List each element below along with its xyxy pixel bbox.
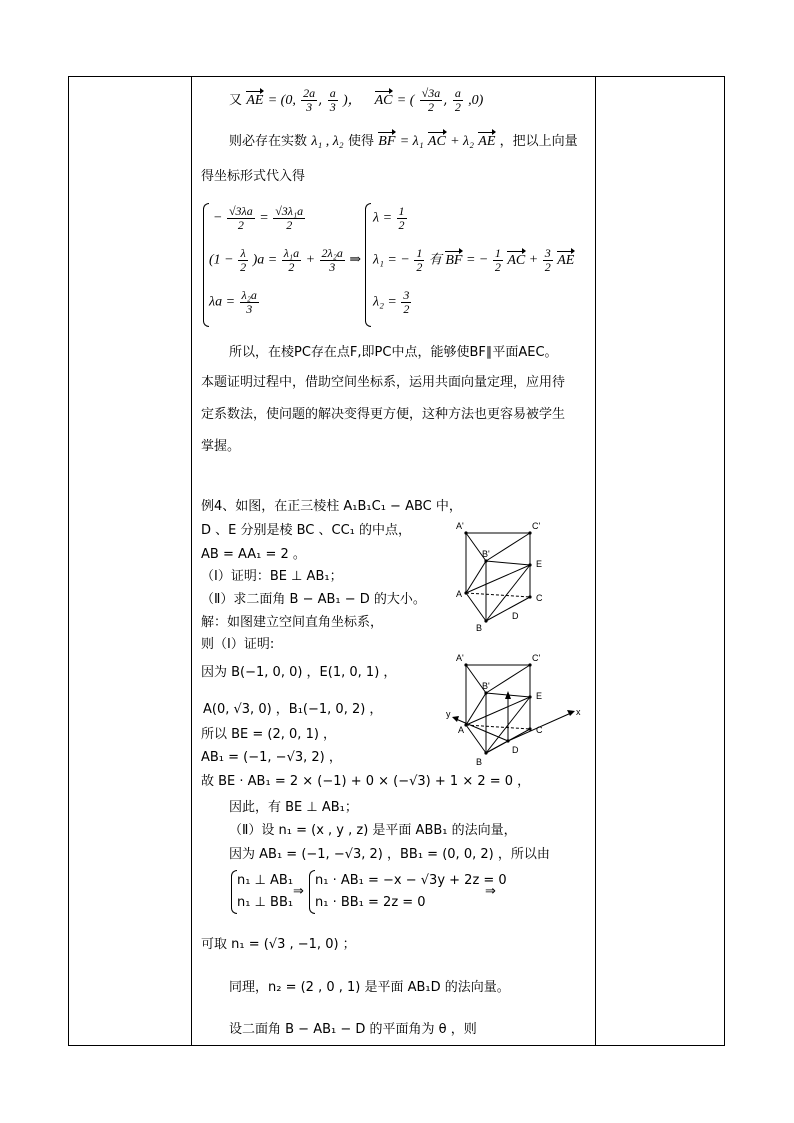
example4-line-6: 解：如图建立空间直角坐标系，: [201, 615, 384, 630]
example4-line-12: 故 BE · AB₁ = 2 × (−1) + 0 × (−√3) + 1 × 2 = 0 ，: [201, 774, 531, 789]
frac-num: a: [454, 86, 461, 100]
frac-num: 1: [416, 246, 423, 260]
frac-den: 2: [240, 260, 247, 274]
frac-den: 3: [329, 100, 336, 114]
vector-ae-close: )，: [343, 93, 362, 108]
system2-row3: [373, 289, 412, 316]
frac-num: 1: [398, 204, 405, 218]
math: λa =: [209, 294, 236, 310]
vector-bf: BF: [378, 134, 396, 149]
math: λ =: [373, 210, 393, 226]
text-prefix: 又: [229, 93, 243, 108]
vector-ae: AE: [557, 252, 575, 268]
example4-line-14: （Ⅱ）设 n₁ = (x , y , z) 是平面 ABB₁ 的法向量，: [229, 823, 517, 838]
frac-den: 2: [398, 218, 405, 232]
example4-line-1: 例4、如图，在正三棱柱 A₁B₁C₁ − ABC 中，: [201, 499, 462, 514]
vector-ac-close: ,0): [468, 93, 484, 108]
implies-symbol: ⇒: [485, 884, 496, 899]
example4-line-17: 同理，n₂ = (2 , 0 , 1) 是平面 AB₁D 的法向量。: [229, 980, 510, 995]
fig1-label-c1: C': [532, 521, 541, 531]
fig1-label-b1: B': [482, 549, 490, 559]
frac-den: 2: [494, 260, 501, 274]
fig1-label-e: E: [536, 559, 543, 569]
frac-num: 2λ₂a: [321, 246, 343, 260]
frac-num: 1: [494, 246, 501, 260]
implies-symbol: ⇒: [293, 884, 304, 899]
frac-den: 2: [454, 100, 461, 114]
text: ，把以上向量: [499, 134, 578, 149]
frac-den: 2: [544, 260, 551, 274]
fig2-label-a1: A': [456, 653, 464, 663]
example4-line-3: AB = AA₁ = 2 。: [201, 547, 306, 562]
frac-num: 3: [403, 288, 410, 302]
math: λ₁ , λ₂: [311, 134, 344, 149]
math: +: [305, 252, 316, 268]
left-brace-system-2: [365, 203, 371, 327]
fig2-label-a: A: [458, 725, 465, 735]
frac-den: 3: [306, 100, 313, 114]
normal-system-a2: n₁ ⊥ BB₁: [237, 895, 294, 910]
fig2-label-c1: C': [532, 653, 541, 663]
fig1-label-b: B: [476, 623, 483, 633]
frac-den: 2: [237, 218, 244, 232]
example4-line-2: D 、E 分别是棱 BC 、CC₁ 的中点，: [201, 523, 412, 538]
vector-bf: BF: [445, 252, 463, 268]
math: λ₁ = −: [373, 252, 410, 268]
lambda-line: [229, 133, 578, 150]
frac-den: 2: [427, 100, 434, 114]
example4-line-4: （Ⅰ）证明：BE ⊥ AB₁；: [201, 569, 343, 584]
example4-line-15: 因为 AB₁ = (−1, −√3, 2) ，BB₁ = (0, 0, 2) ，所以由: [229, 847, 550, 862]
system2-row1: [373, 205, 408, 232]
math: = λ₁: [399, 134, 424, 149]
conclusion-line-4: 掌握。: [201, 439, 241, 454]
frac-den: 2: [416, 260, 423, 274]
frac-num: λ₁a: [283, 246, 300, 260]
vector-ac-value: = (: [396, 93, 415, 108]
math: −: [213, 210, 223, 226]
math: =: [259, 210, 269, 226]
conclusion-line-3: 定系数法，使问题的解决变得更方便，这种方法也更容易被学生: [201, 407, 566, 422]
normal-system-a1: n₁ ⊥ AB₁: [237, 873, 294, 888]
frac-den: 3: [329, 260, 336, 274]
normal-system-b1: n₁ · AB₁ = −x − √3y + 2z = 0: [315, 873, 507, 888]
fig1-label-d: D: [512, 611, 519, 621]
vector-ae: AE: [478, 134, 496, 149]
math: (1 −: [209, 252, 234, 268]
fig2-label-b1: B': [482, 681, 490, 691]
frac-num: λ: [238, 247, 248, 261]
frac-num: a: [329, 86, 336, 100]
normal-system-b2: n₁ · BB₁ = 2z = 0: [315, 895, 426, 910]
fig1-label-a1: A': [456, 521, 464, 531]
vector-ac: AC: [427, 134, 446, 149]
math: = −: [465, 252, 489, 268]
frac-num: √3λ₁a: [275, 204, 304, 218]
example4-line-8: 因为 B(−1, 0, 0) ，E(1, 0, 1) ，: [201, 665, 397, 680]
frac-den: 2: [286, 218, 293, 232]
math: + λ₂: [450, 134, 474, 149]
fig2-label-x: x: [576, 707, 581, 717]
column-divider-left: [191, 77, 192, 1045]
system1-row2: [209, 247, 361, 274]
example4-line-7: 则（Ⅰ）证明:: [201, 637, 275, 652]
vector-ae-value: = (0,: [267, 93, 296, 108]
example4-line-9: A(0, √3, 0) ，B₁(−1, 0, 2) ，: [203, 702, 383, 717]
math: )a =: [252, 252, 278, 268]
vector-ac: AC: [374, 93, 393, 108]
frac-den: 2: [403, 302, 410, 316]
frac-num: √3a: [421, 86, 441, 100]
system1-row1: [213, 205, 306, 232]
fig2-label-c: C: [536, 725, 543, 735]
vector-ac: AC: [507, 252, 526, 268]
fig1-label-a: A: [456, 589, 463, 599]
vector-ae: AE: [246, 93, 264, 108]
substitution-line: 得坐标形式代入得: [201, 169, 306, 184]
intro-vectors-line: 又 AE = (0, $\frac{2a}{3}$ , $\frac{a}{3}$ )， AC = ( $\frac{√3a}{2}$ , $\frac{a}{2}$ ,0): [229, 86, 484, 114]
frac-num: 3: [544, 246, 551, 260]
fig2-label-y: y: [446, 709, 451, 719]
conclusion-line-2: 本题证明过程中，借助空间坐标系，运用共面向量定理，应用待: [201, 375, 566, 390]
text: 使得: [347, 134, 374, 149]
example4-line-10: 所以 BE = (2, 0, 1) ，: [201, 727, 337, 742]
frac-num: 2a: [303, 86, 316, 100]
example4-line-5: （Ⅱ）求二面角 B − AB₁ − D 的大小。: [201, 592, 426, 607]
example4-line-11: AB₁ = (−1, −√3, 2) ，: [201, 750, 342, 765]
frac-num: λ₂a: [241, 288, 257, 302]
text: 则必存在实数: [229, 134, 308, 149]
conclusion-line-1: 所以，在棱PC存在点F,即PC中点，能够使BF∥平面AEC。: [229, 345, 558, 360]
frac-den: 3: [246, 302, 253, 316]
fig1-label-c: C: [536, 593, 543, 603]
math: λ₂ =: [373, 294, 397, 310]
implies-symbol: ⇒: [349, 252, 362, 268]
frac-num: √3λa: [228, 204, 253, 218]
fig2-label-e: E: [536, 691, 543, 701]
example4-line-16: 可取 n₁ = (√3 , −1, 0) ；: [201, 937, 356, 952]
frac-den: 2: [288, 260, 295, 274]
example4-line-13: 因此，有 BE ⊥ AB₁；: [229, 800, 358, 815]
fig2-label-d: D: [512, 745, 519, 755]
prism-figure: [446, 517, 606, 777]
math: +: [528, 252, 539, 268]
system2-row2: [373, 247, 574, 274]
example4-line-18: 设二面角 B − AB₁ − D 的平面角为 θ ，则: [229, 1022, 477, 1037]
content-table: [68, 76, 725, 1046]
fig2-label-b: B: [476, 757, 483, 767]
main-content-cell: [201, 77, 603, 1045]
text: 有: [428, 252, 442, 268]
system1-row3: [209, 289, 260, 316]
